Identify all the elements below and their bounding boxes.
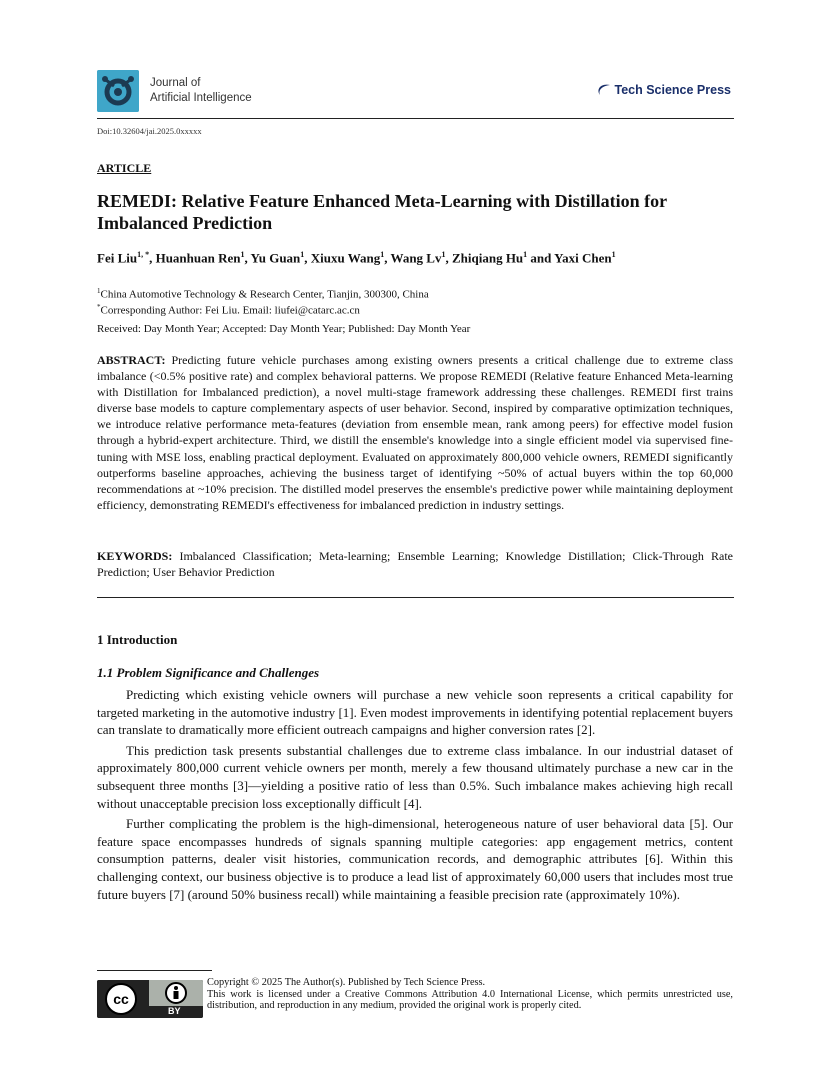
- footnote-divider: [97, 970, 212, 971]
- author-separator: ,: [149, 250, 156, 266]
- corresponding-author: [97, 303, 360, 317]
- body-text: [97, 686, 733, 906]
- abstract-text: Predicting future vehicle purchases among existing owners presents a critical challenge due to extreme class imbalance (<0.5% positive rate) and complex behavioral patterns. We propose REMEDI (Relative feature Enhanced Meta-learning with Distillation for Imbalanced prediction), a novel multi-stage framework addressing these challenges. REMEDI first trains diverse base models to capture complementary aspects of user behavior. Second, inspired by comparative optimization techniques, we introduce relative performance meta-features (deviation from ensemble mean, rank among peers) for effective model fusion through a hybrid-expert architecture. Third, we distill the ensemble's knowledge into a single efficient model via supervised fine-tuning with MSE loss, enabling practical deployment. Evaluated on approximately 800,000 vehicle owners, REMEDI significantly outperforms baseline approaches, achieving the business target of identifying ~50% of actual buyers within the top 60,000 recommendations at ~10% precision. The distilled model preserves the ensemble's predictive power while maintaining deployment efficiency, demonstrating REMEDI's effectiveness for imbalanced prediction in industry settings.: [97, 353, 733, 512]
- corresponding-marker: *: [97, 303, 101, 311]
- cc-by-label: BY: [168, 1006, 181, 1016]
- page-header: [97, 70, 731, 114]
- license-block: [97, 977, 733, 1021]
- author-name: Fei Liu: [97, 250, 138, 266]
- journal-name-line2: Artificial Intelligence: [150, 92, 252, 104]
- author-affiliation-marker: 1: [441, 250, 446, 259]
- affiliation-text: China Automotive Technology & Research Center, Tianjin, 300300, China: [100, 288, 429, 301]
- corresponding-text: Corresponding Author: Fei Liu. Email: liufei@catarc.ac.cn: [100, 304, 360, 317]
- section-heading: 1 Introduction: [97, 632, 178, 647]
- journal-name: [150, 76, 252, 106]
- paragraph: This prediction task presents substantial challenges due to extreme class imbalance. In our industrial dataset of approximately 800,000 current vehicle owners per month, merely a few thousand ultimately purchase a new car in the subsequent three months [3]—yielding a positive ratio of less than 0.5%. Such imbalance makes achieving high recall without unacceptable precision loss exceptionally difficult [4].: [97, 742, 733, 811]
- affiliation-marker: 1: [97, 287, 101, 295]
- author-affiliation-marker: 1: [611, 250, 616, 259]
- author-affiliation-marker: 1: [240, 250, 245, 259]
- author-list: [97, 250, 616, 266]
- author-separator: ,: [304, 250, 311, 266]
- author-name: Xiuxu Wang: [310, 250, 381, 266]
- keywords-label: KEYWORDS:: [97, 549, 173, 563]
- keywords-text: Imbalanced Classification; Meta-learning; Ensemble Learning; Knowledge Distillation; Click-Through Rate Prediction; User Behavior Prediction: [97, 549, 733, 580]
- journal-logo: [97, 70, 139, 112]
- author-separator: ,: [384, 250, 391, 266]
- author-separator: and: [527, 250, 555, 266]
- publisher-swoosh-icon: [596, 82, 612, 98]
- author-affiliation-marker: 1: [300, 250, 305, 259]
- article-type-label: ARTICLE: [97, 161, 152, 175]
- publisher-logo: [596, 82, 731, 98]
- author-separator: ,: [445, 250, 452, 266]
- paragraph: Further complicating the problem is the high-dimensional, heterogeneous nature of user behavioral data [5]. Our feature space encompasses hundreds of signals spanning multiple categories: app engagement metrics, content consumption patterns, dealer visit histories, communication records, and demographic attributes [6]. Within this challenging context, our business objective is to produce a lead list of approximately 60,000 users that includes most true future buyers [7] (around 50% business recall) while maintaining a feasible precision rate (approximately 10%).: [97, 816, 733, 902]
- author-name: Yaxi Chen: [554, 250, 612, 266]
- abstract: [97, 352, 733, 513]
- author-name: Zhiqiang Hu: [451, 250, 524, 266]
- received-dates: Received: Day Month Year; Accepted: Day Month Year; Published: Day Month Year: [97, 323, 471, 335]
- header-divider: [97, 118, 734, 119]
- paper-title: REMEDI: Relative Feature Enhanced Meta-Learning with Distillation for Imbalanced Prediction: [97, 191, 667, 233]
- publisher-name: Tech Science Press: [614, 83, 731, 97]
- author-name: Yu Guan: [250, 250, 301, 266]
- copyright-line: Copyright © 2025 The Author(s). Published by Tech Science Press.: [207, 977, 486, 988]
- affiliation: [97, 287, 429, 301]
- keywords: [97, 548, 733, 580]
- svg-text:cc: cc: [113, 991, 129, 1007]
- license-text: [207, 977, 733, 1012]
- subsection-heading: 1.1 Problem Significance and Challenges: [97, 665, 320, 680]
- paragraph: Predicting which existing vehicle owners will purchase a new vehicle soon represents a critical capability for targeted marketing in the automotive industry [1]. Even modest improvements in identifying potential replacement buyers can translate to dramatically more efficient outreach campaigns and higher conversion rates [2].: [97, 687, 733, 738]
- cc-by-badge: [97, 980, 203, 1018]
- author-affiliation-marker: 1: [380, 250, 385, 259]
- abstract-divider: [97, 597, 734, 598]
- author-affiliation-marker: 1: [523, 250, 528, 259]
- license-statement: This work is licensed under a Creative Commons Attribution 4.0 International License, which permits unrestricted use, distribution, and reproduction in any medium, provided the original work is properly cited.: [207, 988, 733, 1011]
- journal-name-line1: Journal of: [150, 77, 201, 89]
- author-name: Wang Lv: [390, 250, 442, 266]
- creative-commons-icon: [97, 980, 203, 1018]
- author-affiliation-marker: 1, *: [137, 250, 150, 259]
- journal-logo-icon: [97, 70, 139, 112]
- author-separator: ,: [244, 250, 251, 266]
- doi: Doi:10.32604/jai.2025.0xxxxx: [97, 126, 202, 136]
- author-name: Huanhuan Ren: [155, 250, 241, 266]
- abstract-label: ABSTRACT:: [97, 353, 166, 367]
